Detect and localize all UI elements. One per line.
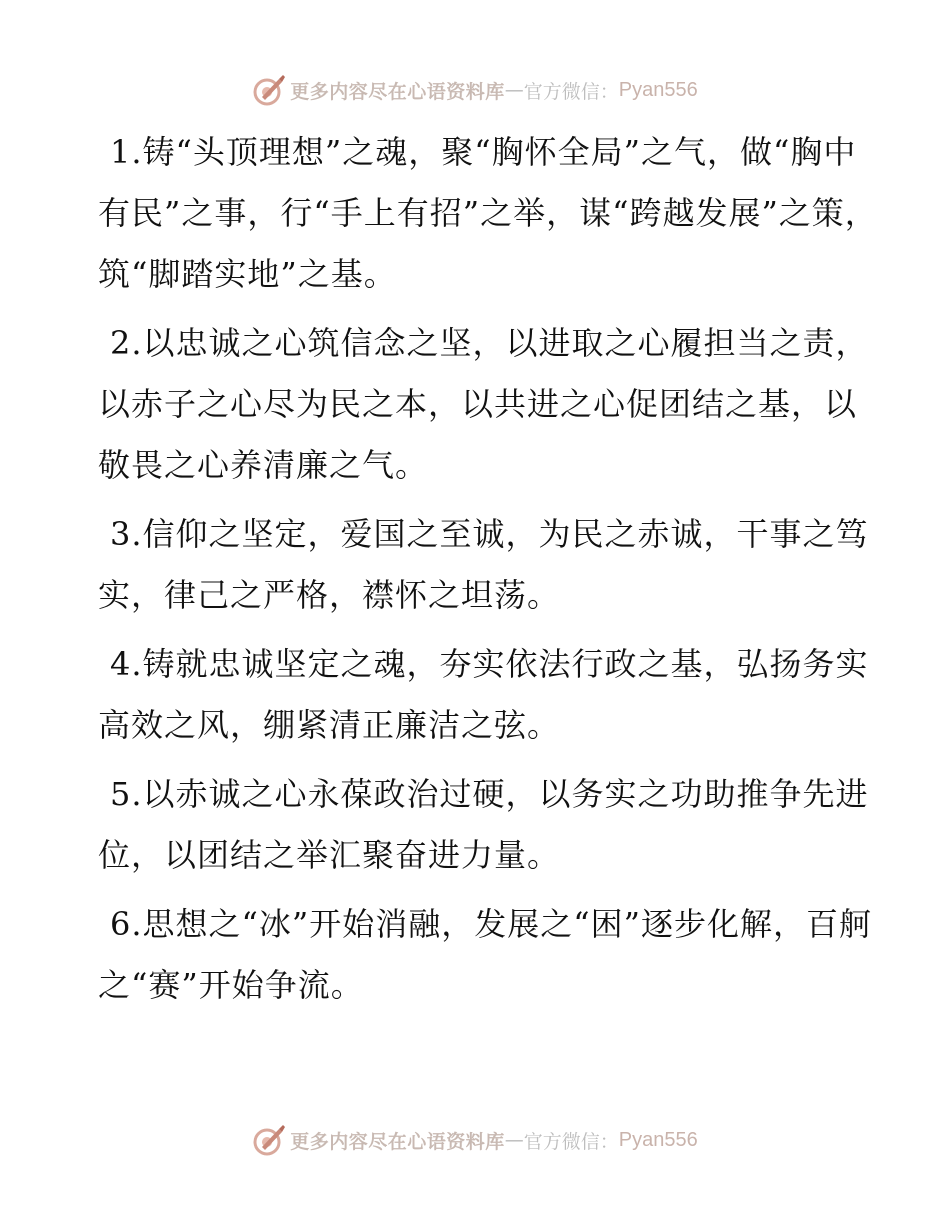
watermark-banner-top — [0, 70, 950, 110]
watermark-wechat-id: Pyan556 — [618, 78, 698, 101]
paragraph-5 — [98, 764, 888, 886]
watermark-banner-bottom — [0, 1120, 950, 1160]
pen-logo-icon — [252, 1123, 286, 1157]
paragraph-text: 以赤诚之心永葆政治过硬，以务实之功助推争先进位，以团结之举汇聚奋进力量。 — [98, 775, 869, 874]
pen-logo-icon — [252, 73, 286, 107]
paragraph-number: 4. — [110, 645, 143, 683]
paragraph-number: 6. — [110, 905, 143, 943]
paragraph-text: 信仰之坚定，爱国之至诚，为民之赤诚，干事之笃实，律己之严格，襟怀之坦荡。 — [98, 515, 869, 614]
paragraph-1 — [98, 122, 888, 305]
paragraph-text: 铸就忠诚坚定之魂，夯实依法行政之基，弘扬务实高效之风，绷紧清正廉洁之弦。 — [98, 645, 869, 744]
watermark-text: 更多内容尽在心语资料库 — [290, 80, 505, 103]
paragraph-number: 5. — [110, 775, 143, 813]
paragraph-text: 思想之“冰”开始消融，发展之“困”逐步化解，百舸之“赛”开始争流。 — [98, 905, 872, 1004]
paragraph-number: 1. — [110, 133, 143, 171]
paragraph-text: 以忠诚之心筑信念之坚，以进取之心履担当之责，以赤子之心尽为民之本，以共进之心促团结之基，以敬畏之心养清廉之气。 — [98, 324, 869, 484]
paragraph-4 — [98, 634, 888, 756]
document-body — [98, 122, 888, 1024]
watermark-text: 更多内容尽在心语资料库 — [290, 1130, 505, 1153]
watermark-separator: — — [504, 1129, 524, 1151]
paragraph-number: 2. — [110, 324, 143, 362]
watermark-wechat-label: 官方微信： — [523, 80, 619, 103]
watermark-wechat-id: Pyan556 — [618, 1128, 698, 1151]
paragraph-2 — [98, 313, 888, 496]
watermark-wechat-label: 官方微信： — [523, 1130, 619, 1153]
watermark-separator: — — [504, 79, 524, 101]
paragraph-text: 铸“头顶理想”之魂，聚“胸怀全局”之气，做“胸中有民”之事，行“手上有招”之举，谋“跨越发展”之策，筑“脚踏实地”之基。 — [98, 133, 878, 293]
paragraph-number: 3. — [110, 515, 143, 553]
paragraph-6 — [98, 894, 888, 1016]
paragraph-3 — [98, 504, 888, 626]
